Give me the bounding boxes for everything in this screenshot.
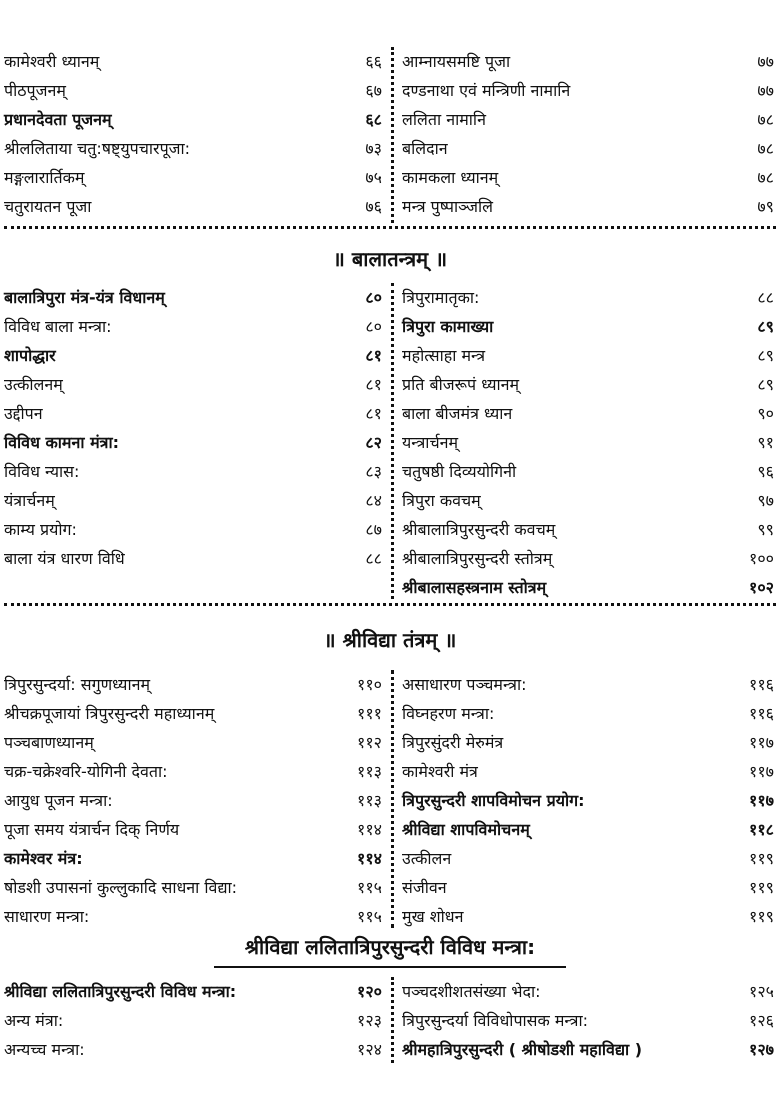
toc-row bbox=[0, 670, 780, 699]
entry-title: त्रिपुरसुन्दर्या विविधोपासक मन्त्रा: bbox=[402, 1011, 588, 1030]
entry-title: त्रिपुरामातृका: bbox=[402, 288, 480, 307]
entry-page-number: ८१ bbox=[365, 375, 382, 394]
column-divider bbox=[391, 283, 394, 599]
entry-page-number: ११४ bbox=[357, 849, 382, 868]
entry-title: कामेश्वर मंत्र: bbox=[4, 849, 83, 868]
entry-page-number: ७६ bbox=[365, 197, 382, 216]
entry-page-number: ८८ bbox=[365, 549, 382, 568]
entry-page-number: १०० bbox=[749, 549, 774, 568]
entry-page-number: ११५ bbox=[357, 878, 382, 897]
entry-page-number: ११७ bbox=[749, 791, 774, 810]
entry-title: बलिदान bbox=[402, 139, 448, 158]
toc-row bbox=[0, 1035, 780, 1064]
entry-title: विविध न्यास: bbox=[4, 462, 80, 481]
entry-title: उद्दीपन bbox=[4, 404, 43, 423]
toc-row bbox=[0, 312, 780, 341]
entry-title: यन्त्रार्चनम् bbox=[402, 433, 459, 452]
entry-title: यंत्रार्चनम् bbox=[4, 491, 55, 510]
entry-page-number: ८२ bbox=[365, 433, 382, 452]
toc-row bbox=[0, 515, 780, 544]
entry-page-number: ११० bbox=[357, 675, 382, 694]
entry-page-number: ९७ bbox=[757, 491, 774, 510]
entry-title: बाला यंत्र धारण विधि bbox=[4, 549, 125, 568]
entry-page-number: ७८ bbox=[757, 168, 774, 187]
entry-title: त्रिपुरसुंदरी मेरुमंत्र bbox=[402, 733, 504, 752]
entry-page-number: १२४ bbox=[357, 1040, 382, 1059]
entry-page-number: १२५ bbox=[749, 982, 774, 1001]
toc-row bbox=[0, 815, 780, 844]
entry-title: मङ्गलारार्तिकम् bbox=[4, 168, 85, 187]
entry-page-number: ७८ bbox=[757, 139, 774, 158]
entry-title: काम्य प्रयोग: bbox=[4, 520, 77, 539]
section-separator bbox=[4, 226, 776, 229]
toc-row bbox=[0, 544, 780, 573]
entry-page-number: ८० bbox=[365, 288, 382, 307]
entry-title: शापोद्धार bbox=[4, 346, 56, 365]
entry-page-number: ११५ bbox=[357, 907, 382, 926]
entry-page-number: ७३ bbox=[365, 139, 382, 158]
toc-row bbox=[0, 902, 780, 931]
entry-title: कामेश्वरी ध्यानम् bbox=[4, 52, 100, 71]
entry-title: कामकला ध्यानम् bbox=[402, 168, 499, 187]
entry-page-number: ८० bbox=[365, 317, 382, 336]
toc-row bbox=[0, 370, 780, 399]
column-divider bbox=[391, 977, 394, 1063]
entry-title: विविध कामना मंत्रा: bbox=[4, 433, 120, 452]
toc-row bbox=[0, 134, 780, 163]
toc-row bbox=[0, 163, 780, 192]
entry-title: मुख शोधन bbox=[402, 907, 464, 926]
entry-page-number: ६६ bbox=[365, 52, 382, 71]
entry-title: बाला बीजमंत्र ध्यान bbox=[402, 404, 513, 423]
toc-row bbox=[0, 283, 780, 312]
toc-row bbox=[0, 573, 780, 602]
entry-page-number: १२० bbox=[357, 982, 382, 1001]
entry-title: चतुषष्ठी दिव्ययोगिनी bbox=[402, 462, 517, 481]
column-divider bbox=[391, 47, 394, 223]
entry-page-number: ८८ bbox=[757, 288, 774, 307]
entry-page-number: ८३ bbox=[365, 462, 382, 481]
entry-title: विघ्नहरण मन्त्रा: bbox=[402, 704, 495, 723]
entry-title: त्रिपुरा कवचम् bbox=[402, 491, 481, 510]
entry-title: श्रीविद्या ललितात्रिपुरसुन्दरी विविध मन्त्रा: bbox=[4, 982, 237, 1001]
entry-page-number: ८९ bbox=[757, 375, 774, 394]
entry-page-number: १०२ bbox=[749, 578, 774, 597]
entry-title: श्रीबालात्रिपुरसुन्दरी कवचम् bbox=[402, 520, 556, 539]
toc-row bbox=[0, 105, 780, 134]
entry-title: बालात्रिपुरा मंत्र-यंत्र विधानम् bbox=[4, 288, 165, 307]
entry-title: अन्यच्च मन्त्रा: bbox=[4, 1040, 85, 1059]
entry-page-number: ११४ bbox=[357, 820, 382, 839]
entry-page-number: ८९ bbox=[757, 346, 774, 365]
entry-page-number: ९० bbox=[757, 404, 774, 423]
entry-page-number: ११९ bbox=[749, 849, 774, 868]
entry-page-number: ११३ bbox=[357, 791, 382, 810]
entry-title: पीठपूजनम् bbox=[4, 81, 66, 100]
toc-row bbox=[0, 786, 780, 815]
entry-page-number: ११६ bbox=[749, 675, 774, 694]
entry-title: मन्त्र पुष्पाञ्जलि bbox=[402, 197, 494, 216]
entry-title: श्रीविद्या शापविमोचनम् bbox=[402, 820, 530, 839]
entry-title: श्रीबालात्रिपुरसुन्दरी स्तोत्रम् bbox=[402, 549, 553, 568]
entry-page-number: ११९ bbox=[749, 907, 774, 926]
entry-title: श्रीबालासहस्त्रनाम स्तोत्रम् bbox=[402, 578, 547, 597]
toc-row bbox=[0, 47, 780, 76]
entry-page-number: ११७ bbox=[749, 733, 774, 752]
entry-page-number: ७७ bbox=[757, 81, 774, 100]
column-divider bbox=[391, 670, 394, 928]
entry-page-number: १२३ bbox=[357, 1011, 382, 1030]
entry-page-number: ८१ bbox=[365, 346, 382, 365]
toc-row bbox=[0, 428, 780, 457]
toc-row bbox=[0, 192, 780, 221]
entry-page-number: ८४ bbox=[365, 491, 382, 510]
entry-title: विविध बाला मन्त्रा: bbox=[4, 317, 112, 336]
entry-title: असाधारण पञ्चमन्त्रा: bbox=[402, 675, 527, 694]
heading-underline bbox=[214, 966, 566, 968]
entry-title: श्रीचक्रपूजायां त्रिपुरसुन्दरी महाध्यानम् bbox=[4, 704, 215, 723]
entry-title: त्रिपुरा कामाख्या bbox=[402, 317, 494, 336]
entry-page-number: ९६ bbox=[757, 462, 774, 481]
section-heading-vividh-mantra: श्रीविद्या ललितात्रिपुरसुन्दरी विविध मन्त्रा: bbox=[244, 935, 536, 959]
entry-title: प्रधानदेवता पूजनम् bbox=[4, 110, 112, 129]
entry-title: दण्डनाथा एवं मन्त्रिणी नामानि bbox=[402, 81, 571, 100]
entry-page-number: ११८ bbox=[749, 820, 774, 839]
entry-title: आयुध पूजन मन्त्रा: bbox=[4, 791, 113, 810]
entry-title: साधारण मन्त्रा: bbox=[4, 907, 90, 926]
toc-row bbox=[0, 844, 780, 873]
entry-page-number: ८७ bbox=[365, 520, 382, 539]
toc-row bbox=[0, 757, 780, 786]
entry-page-number: ११७ bbox=[749, 762, 774, 781]
entry-page-number: ८१ bbox=[365, 404, 382, 423]
entry-title: पञ्चबाणध्यानम् bbox=[4, 733, 94, 752]
entry-page-number: ११२ bbox=[357, 733, 382, 752]
entry-page-number: ६८ bbox=[365, 110, 382, 129]
section-separator bbox=[4, 603, 776, 606]
toc-row bbox=[0, 399, 780, 428]
entry-page-number: ६७ bbox=[365, 81, 382, 100]
toc-row bbox=[0, 76, 780, 105]
entry-title: उत्कीलनम् bbox=[4, 375, 63, 394]
entry-title: प्रति बीजरूपं ध्यानम् bbox=[402, 375, 520, 394]
toc-row bbox=[0, 699, 780, 728]
entry-title: ललिता नामानि bbox=[402, 110, 486, 129]
entry-title: चतुरायतन पूजा bbox=[4, 197, 92, 216]
entry-page-number: ११६ bbox=[749, 704, 774, 723]
entry-title: षोडशी उपासनां कुल्लुकादि साधना विद्या: bbox=[4, 878, 238, 897]
entry-title: त्रिपुरसुन्दर्या: सगुणध्यानम् bbox=[4, 675, 151, 694]
entry-page-number: ७७ bbox=[757, 52, 774, 71]
entry-title: त्रिपुरसुन्दरी शापविमोचन प्रयोग: bbox=[402, 791, 585, 810]
toc-row bbox=[0, 873, 780, 902]
entry-title: श्रीमहात्रिपुरसुन्दरी ( श्रीषोडशी महाविद्या ) bbox=[402, 1040, 643, 1059]
entry-page-number: ७८ bbox=[757, 110, 774, 129]
entry-title: महोत्साहा मन्त्र bbox=[402, 346, 486, 365]
entry-page-number: ११३ bbox=[357, 762, 382, 781]
entry-page-number: ९९ bbox=[757, 520, 774, 539]
section-heading-balatantram: ॥ बालातन्त्रम् ॥ bbox=[332, 247, 448, 271]
entry-page-number: ११९ bbox=[749, 878, 774, 897]
toc-row bbox=[0, 457, 780, 486]
entry-page-number: १२६ bbox=[749, 1011, 774, 1030]
entry-page-number: १११ bbox=[357, 704, 382, 723]
entry-page-number: ७५ bbox=[365, 168, 382, 187]
toc-row bbox=[0, 341, 780, 370]
entry-page-number: ८९ bbox=[757, 317, 774, 336]
entry-title: उत्कीलन bbox=[402, 849, 452, 868]
entry-title: अन्य मंत्रा: bbox=[4, 1011, 64, 1030]
entry-page-number: ९१ bbox=[757, 433, 774, 452]
entry-title: पञ्चदशीशतसंख्या भेदा: bbox=[402, 982, 541, 1001]
toc-row bbox=[0, 977, 780, 1006]
section-heading-shrividya-tantram: ॥ श्रीविद्या तंत्रम् ॥ bbox=[323, 628, 457, 652]
toc-row bbox=[0, 486, 780, 515]
entry-title: संजीवन bbox=[402, 878, 447, 897]
entry-page-number: ७९ bbox=[757, 197, 774, 216]
entry-title: चक्र-चक्रेश्वरि-योगिनी देवता: bbox=[4, 762, 168, 781]
entry-title: श्रीललिताया चतु:षष्ट्युपचारपूजा: bbox=[4, 139, 191, 158]
entry-page-number: १२७ bbox=[749, 1040, 774, 1059]
toc-row bbox=[0, 728, 780, 757]
entry-title: कामेश्वरी मंत्र bbox=[402, 762, 478, 781]
entry-title: आम्नायसमष्टि पूजा bbox=[402, 52, 511, 71]
toc-row bbox=[0, 1006, 780, 1035]
entry-title: पूजा समय यंत्रार्चन दिक् निर्णय bbox=[4, 820, 180, 839]
